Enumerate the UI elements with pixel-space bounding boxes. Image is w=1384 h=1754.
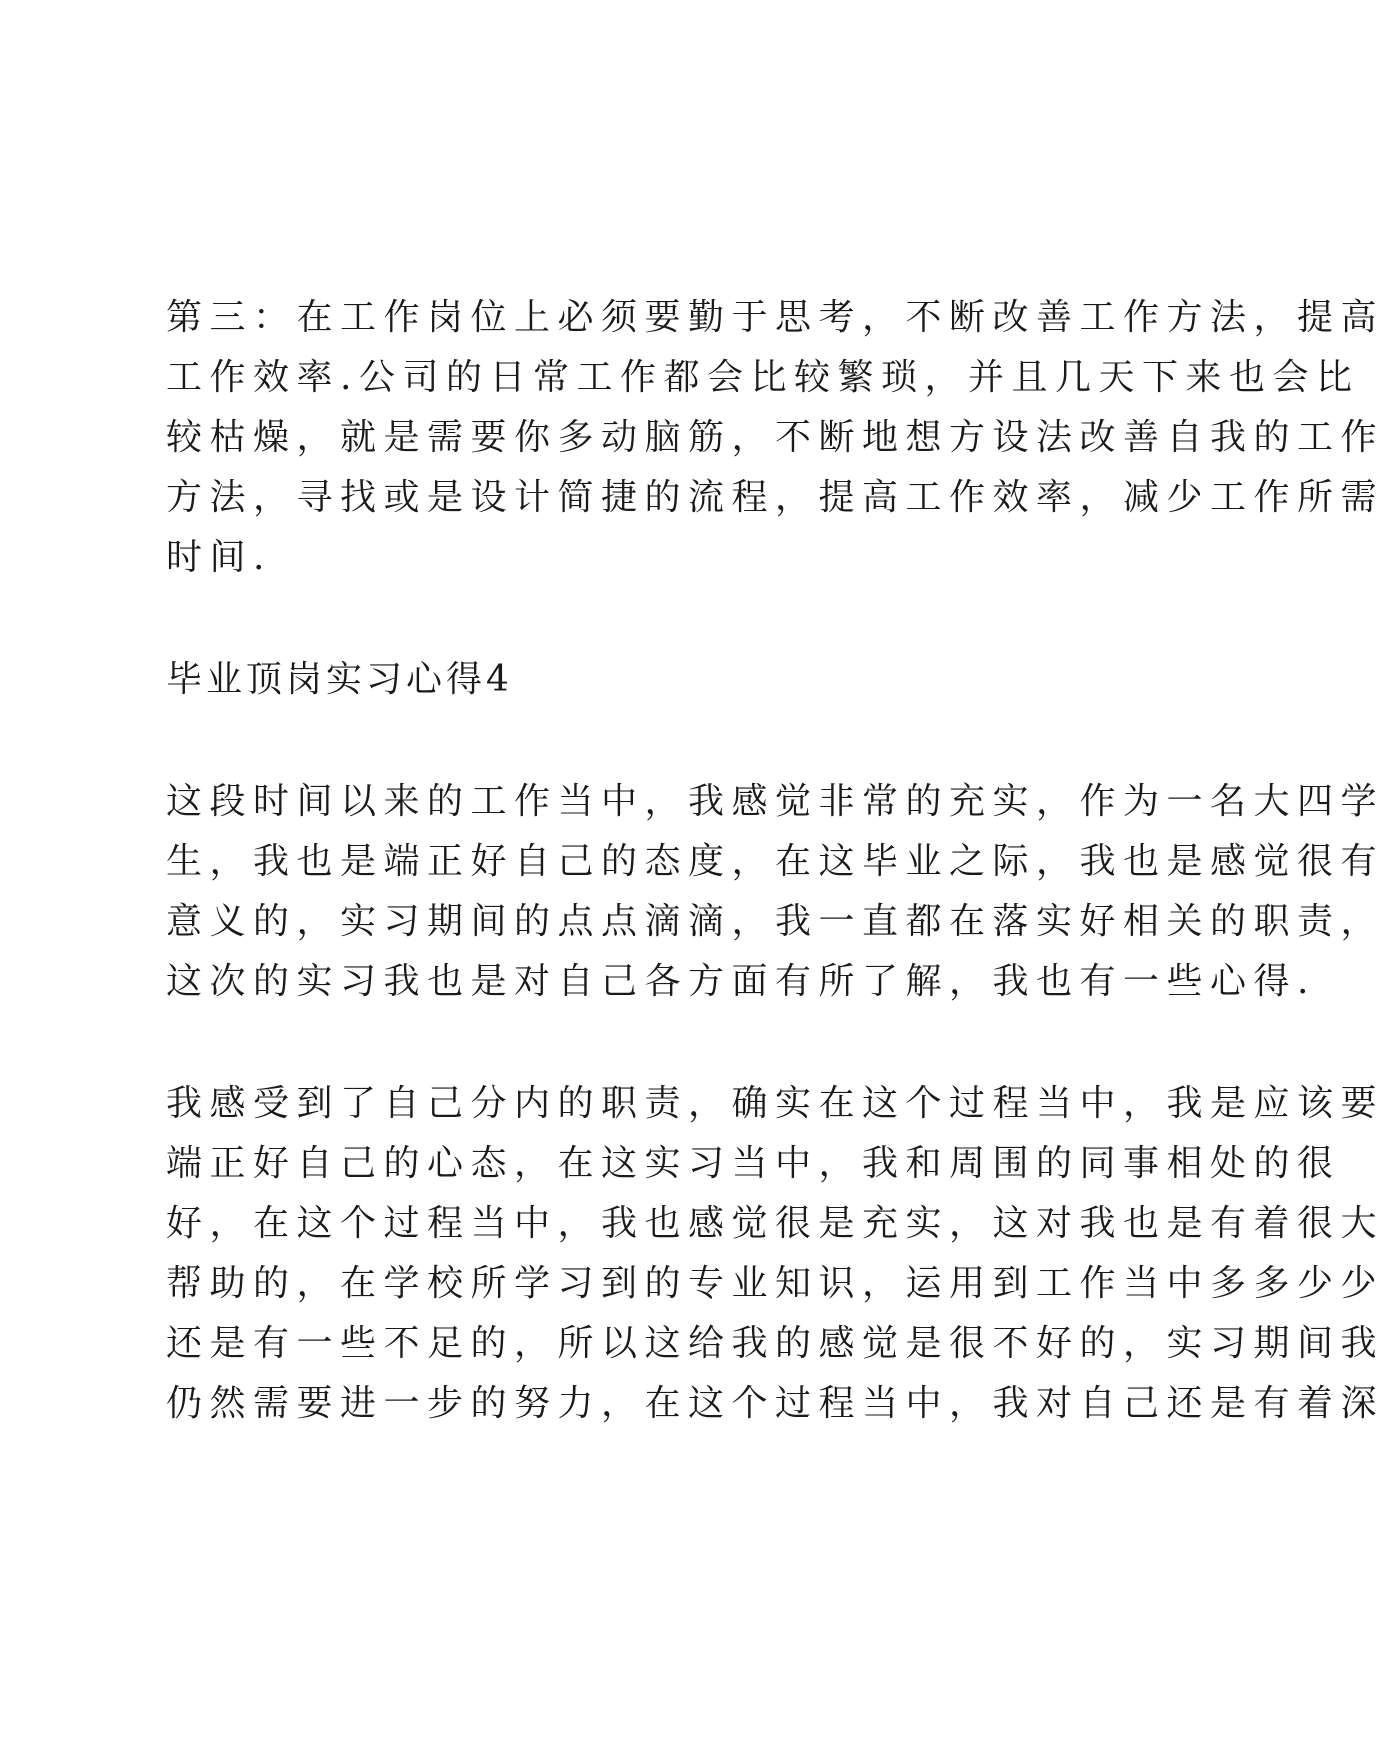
text-line: 端正好自己的心态，在这实习当中，我和周围的同事相处的很 bbox=[166, 1143, 1341, 1184]
text-line: 仍然需要进一步的努力，在这个过程当中，我对自己还是有着深 bbox=[166, 1383, 1384, 1424]
paragraph-spacer bbox=[166, 1012, 1096, 1074]
text-line: 生，我也是端正好自己的态度，在这毕业之际，我也是感觉很有 bbox=[166, 841, 1384, 882]
paragraph-intro bbox=[166, 772, 1384, 1012]
text-line: 我感受到了自己分内的职责，确实在这个过程当中，我是应该要 bbox=[166, 1083, 1384, 1124]
text-line: 时间. bbox=[166, 537, 272, 578]
text-line: 第三：在工作岗位上必须要勤于思考，不断改善工作方法，提高 bbox=[166, 297, 1384, 338]
paragraph-spacer bbox=[166, 710, 1096, 772]
text-line: 意义的，实习期间的点点滴滴，我一直都在落实好相关的职责， bbox=[166, 901, 1384, 942]
document-body bbox=[166, 288, 1384, 1434]
text-line: 较枯燥，就是需要你多动脑筋，不断地想方设法改善自我的工作 bbox=[166, 417, 1384, 458]
text-line: 工作效率.公司的日常工作都会比较繁琐，并且几天下来也会比 bbox=[166, 357, 1360, 398]
section-heading: 毕业顶岗实习心得4 bbox=[166, 659, 513, 700]
text-line: 好，在这个过程当中，我也感觉很是充实，这对我也是有着很大 bbox=[166, 1203, 1384, 1244]
text-line: 还是有一些不足的，所以这给我的感觉是很不好的，实习期间我 bbox=[166, 1323, 1384, 1364]
text-line: 这次的实习我也是对自己各方面有所了解，我也有一些心得. bbox=[166, 961, 1316, 1002]
text-line: 方法，寻找或是设计简捷的流程，提高工作效率，减少工作所需 bbox=[166, 477, 1384, 518]
paragraph-work-methods bbox=[166, 288, 1384, 588]
paragraph-spacer bbox=[166, 588, 1096, 650]
text-line: 帮助的，在学校所学习到的专业知识，运用到工作当中多多少少 bbox=[166, 1263, 1384, 1304]
paragraph-responsibility bbox=[166, 1074, 1384, 1434]
text-line: 这段时间以来的工作当中，我感觉非常的充实，作为一名大四学 bbox=[166, 781, 1384, 822]
